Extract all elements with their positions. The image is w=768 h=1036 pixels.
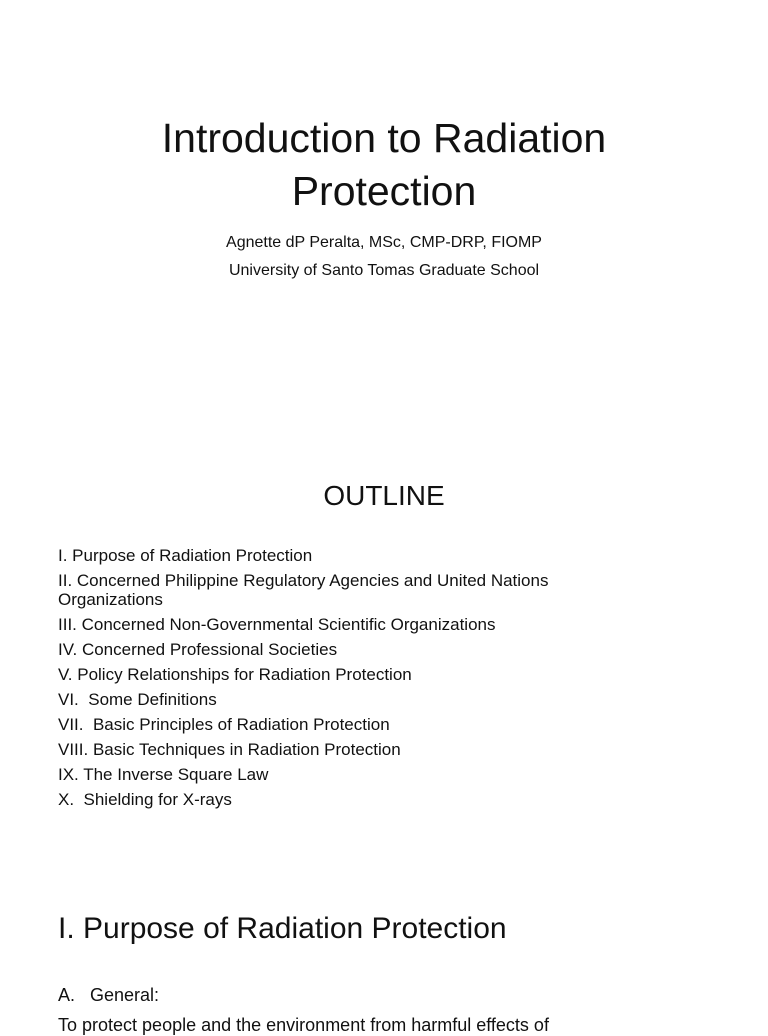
- title-line-2: Protection: [291, 168, 477, 214]
- title-line-1: Introduction to Radiation: [161, 115, 607, 161]
- section-heading: I. Purpose of Radiation Protection: [58, 912, 507, 945]
- outline-heading: OUTLINE: [323, 480, 445, 511]
- section-body-text: To protect people and the environment from harmful effects of: [58, 1015, 549, 1035]
- author-name: Agnette dP Peralta, MSc, CMP-DRP, FIOMP: [226, 234, 542, 251]
- outline-item: X. Shielding for X-rays: [58, 790, 232, 809]
- presentation-title: [0, 112, 768, 218]
- outline-item: IV. Concerned Professional Societies: [58, 640, 338, 659]
- title-slide: [0, 0, 768, 430]
- outline-item: II. Concerned Philippine Regulatory Agencies and United Nations Organizations: [58, 571, 554, 609]
- outline-item: V. Policy Relationships for Radiation Protection: [58, 665, 412, 684]
- section-slide: [0, 870, 768, 1035]
- outline-item: I. Purpose of Radiation Protection: [58, 546, 313, 565]
- outline-item: VI. Some Definitions: [58, 690, 217, 709]
- outline-item: VII. Basic Principles of Radiation Protection: [58, 715, 390, 734]
- affiliation: University of Santo Tomas Graduate School: [228, 262, 540, 279]
- outline-item: III. Concerned Non-Governmental Scientific Organizations: [58, 615, 496, 634]
- outline-list: [58, 546, 658, 815]
- outline-slide: [0, 430, 768, 870]
- subtitle-block: [0, 229, 768, 285]
- outline-item: VIII. Basic Techniques in Radiation Protection: [58, 740, 401, 759]
- outline-item: IX. The Inverse Square Law: [58, 765, 269, 784]
- section-subheading: A. General:: [58, 985, 160, 1005]
